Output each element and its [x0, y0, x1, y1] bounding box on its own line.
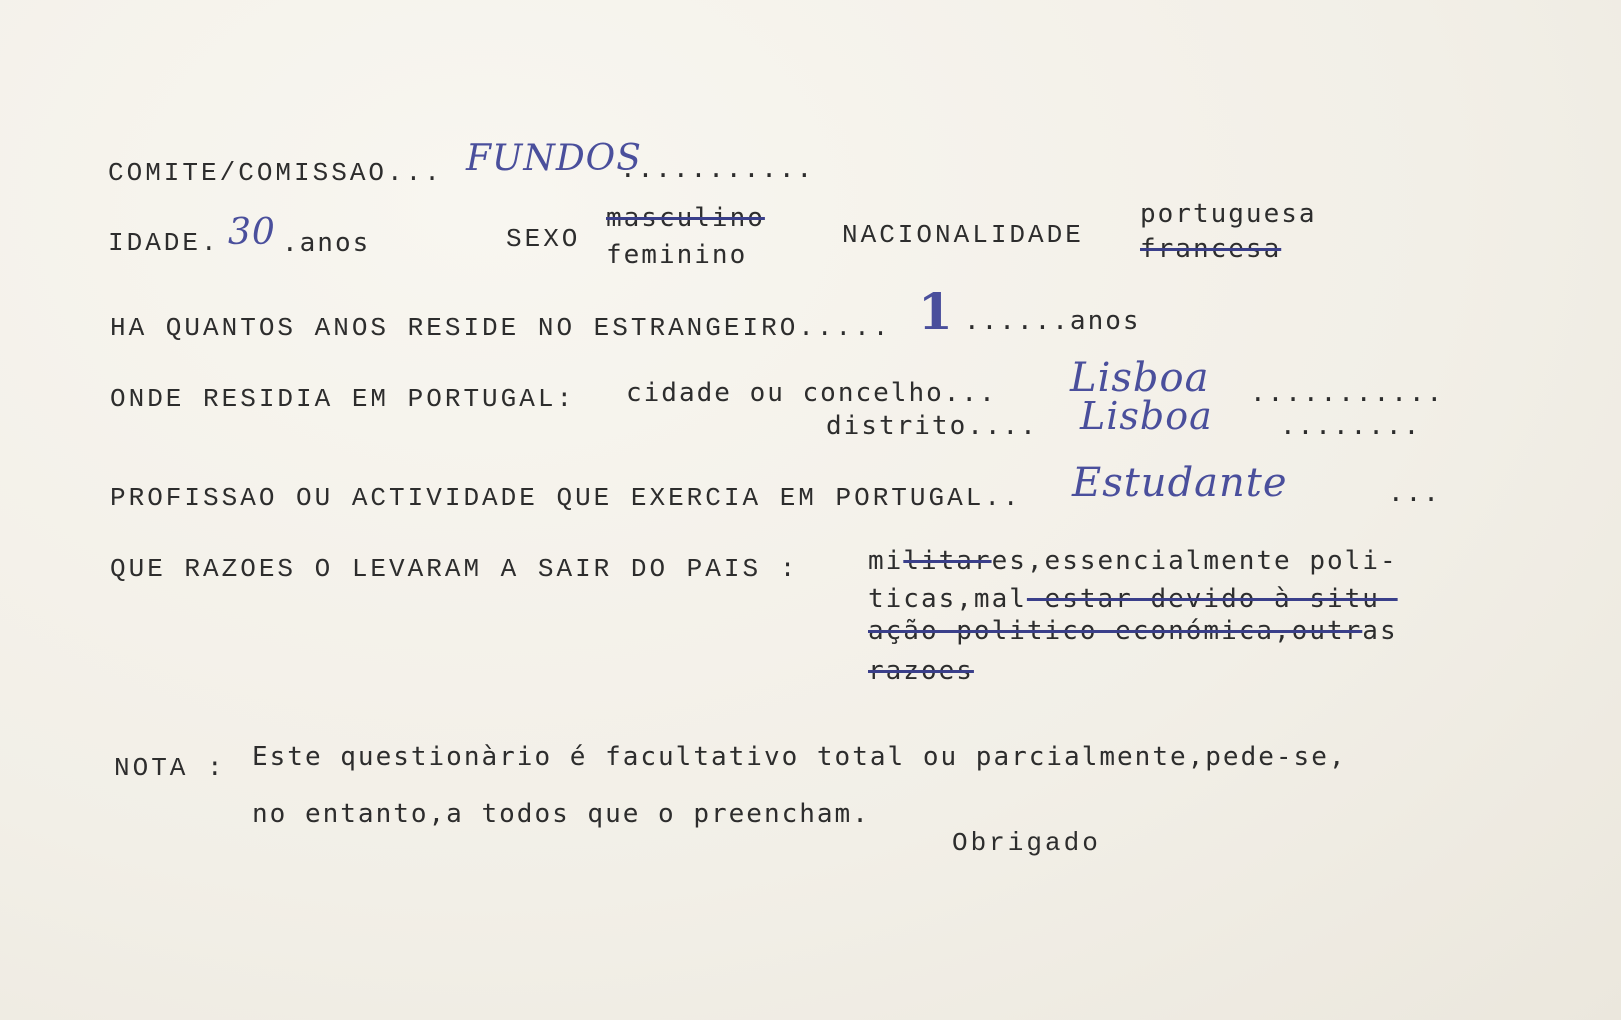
nota-line-1: Este questionàrio é facultativo total ou parcialmente,pede-se, — [252, 742, 1347, 772]
sexo-option-feminino: feminino — [606, 240, 748, 270]
estrangeiro-suffix: ......anos — [964, 306, 1141, 336]
nacionalidade-label: NACIONALIDADE — [842, 220, 1084, 250]
cidade-dots: ........... — [1250, 378, 1445, 408]
nota-line-2: no entanto,a todos que o preencham. — [252, 799, 870, 829]
profissao-label: PROFISSAO OU ACTIVIDADE QUE EXERCIA EM PORTUGAL.. — [110, 483, 1022, 513]
razoes-line-1-b: es,essencialmente poli- — [991, 546, 1398, 576]
razoes-label: QUE RAZOES O LEVARAM A SAIR DO PAIS : — [110, 554, 799, 584]
sexo-option-masculino: masculino — [606, 203, 765, 233]
nacionalidade-option-portuguesa: portuguesa — [1140, 199, 1317, 229]
nota-closing: Obrigado — [952, 828, 1101, 858]
comite-label: COMITE/COMISSAO... — [108, 158, 443, 188]
razoes-line-2-struck: -estar devido à situ- — [1026, 584, 1398, 614]
razoes-line-2 — [868, 584, 1398, 614]
estrangeiro-value: 1 — [918, 282, 954, 341]
razoes-line-1-struck: litar — [903, 546, 992, 576]
distrito-value: Lisboa — [1080, 394, 1213, 438]
profissao-value: Estudante — [1072, 460, 1288, 506]
nacionalidade-option-francesa: francesa — [1140, 234, 1282, 264]
comite-dots: ........... — [620, 154, 815, 184]
razoes-line-1 — [868, 546, 1398, 576]
razoes-line-2-a: ticas,mal — [868, 584, 1027, 614]
razoes-line-3-struck: ação politico-económica,outr — [868, 616, 1363, 646]
cidade-label: cidade ou concelho... — [626, 378, 997, 408]
nota-label: NOTA : — [114, 753, 226, 783]
cidade-value: Lisboa — [1070, 355, 1210, 401]
distrito-label: distrito.... — [826, 411, 1038, 441]
razoes-line-3-b: as — [1362, 616, 1398, 646]
estrangeiro-label: HA QUANTOS ANOS RESIDE NO ESTRANGEIRO..... — [110, 313, 892, 343]
razoes-line-4: razoes — [868, 656, 974, 686]
distrito-dots: ........ — [1280, 411, 1422, 441]
profissao-dots: ... — [1388, 478, 1441, 508]
idade-value: 30 — [228, 212, 276, 253]
idade-suffix: .anos — [282, 228, 371, 258]
residia-label: ONDE RESIDIA EM PORTUGAL: — [110, 384, 576, 414]
razoes-line-3 — [868, 616, 1398, 646]
idade-label: IDADE. — [108, 228, 220, 258]
sexo-label: SEXO — [506, 224, 581, 254]
comite-value: FUNDOS — [466, 138, 642, 179]
razoes-line-1-a: mi — [868, 546, 904, 576]
